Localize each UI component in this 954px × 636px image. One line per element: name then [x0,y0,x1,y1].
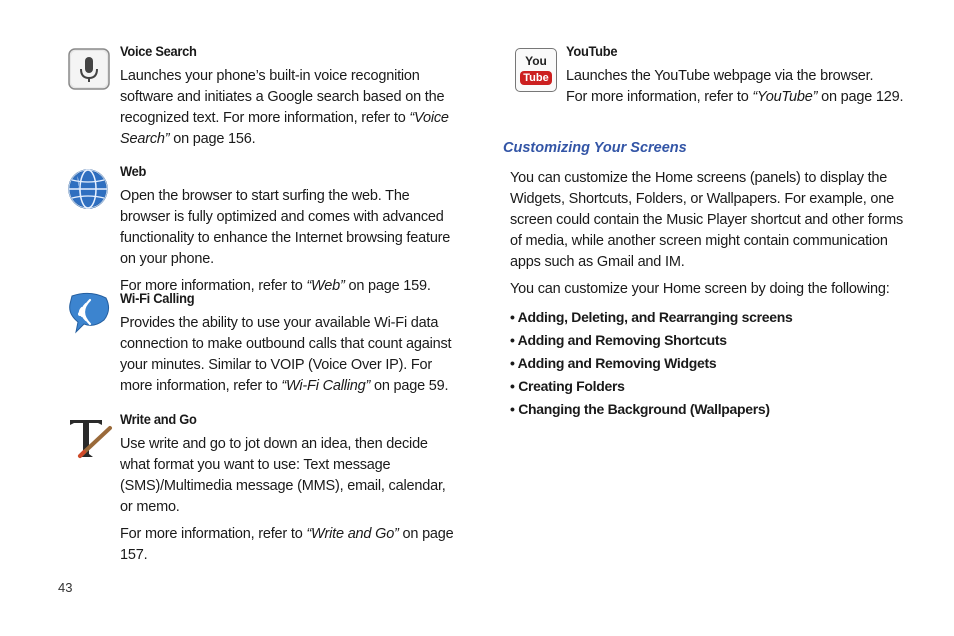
pen-letter-t-icon [68,414,114,465]
section-heading: Customizing Your Screens [503,140,687,156]
web-title: Web [120,163,147,179]
bullet-item-background: • Changing the Background (Wallpapers) [510,401,770,417]
wifi-calling-entry [120,289,460,397]
web-more-2: on page 159. [344,278,431,294]
write-and-go-description: Use write and go to jot down an idea, then decide what format you want to use: Text message (SMS)/Multimedia message (MMS), email, calendar, or memo. [120,436,446,515]
write-and-go-more-info [120,524,460,566]
write-and-go-link[interactable]: “Write and Go” [306,526,399,542]
write-and-go-more-1: For more information, refer to [120,526,307,542]
youtube-more-info [566,87,926,108]
voice-search-entry [120,42,460,150]
microphone-icon [68,48,110,95]
wifi-calling-link[interactable]: “Wi-Fi Calling” [281,378,371,394]
voice-search-link[interactable]: “Voice Search” [120,110,449,147]
customizing-intro: You can customize the Home screens (panels) to display the Widgets, Shortcuts, Folders, or Wallpapers. For example, one screen could contain the Music Player shortcut and other forms of media, while another screen might contain communication apps such as Gmail and IM. [510,170,903,270]
bullet-item-shortcuts: • Adding and Removing Shortcuts [510,332,727,348]
youtube-more-2: on page 129. [817,89,904,105]
bullet-item-widgets: • Adding and Removing Widgets [510,355,717,371]
web-link[interactable]: “Web” [306,278,345,294]
customizing-bullet-list [510,306,915,421]
voice-search-title: Voice Search [120,43,197,59]
youtube-icon-you: You [525,54,547,68]
youtube-link[interactable]: “YouTube” [752,89,818,105]
wifi-calling-icon [66,292,112,339]
page-number: 43 [58,580,73,595]
bullet-item-screens: • Adding, Deleting, and Rearranging screens [510,309,793,325]
voice-search-desc-2: on page 156. [169,131,256,147]
web-description: Open the browser to start surfing the web. The browser is fully optimized and comes with advanced functionality to enhance the Internet browsing feature on your phone. [120,188,451,267]
voice-search-description [120,66,460,150]
wifi-calling-desc-2: on page 59. [370,378,449,394]
customizing-lead: You can customize your Home screen by doing the following: [510,281,890,297]
write-and-go-title: Write and Go [120,411,197,427]
voice-search-desc-1: Launches your phone’s built-in voice recognition software and initiates a Google search based on the recognized text. For more information, refer to [120,68,445,126]
web-entry [120,162,460,297]
youtube-description: Launches the YouTube webpage via the browser. [566,68,874,84]
youtube-icon-tube: Tube [520,71,551,85]
wifi-calling-title: Wi-Fi Calling [120,290,195,306]
bullet-item-folders: • Creating Folders [510,378,625,394]
youtube-entry [566,42,926,108]
wifi-calling-desc-1: Provides the ability to use your available Wi-Fi data connection to make outbound calls that count against your minutes. Similar to VOIP (Voice Over IP). For more information, refer to [120,315,452,394]
wifi-calling-description [120,313,460,397]
customizing-section [510,168,915,421]
youtube-more-1: For more information, refer to [566,89,753,105]
youtube-icon [515,48,557,92]
globe-icon [67,168,109,215]
write-and-go-more-2: on page 157. [120,526,454,563]
web-more-1: For more information, refer to [120,278,307,294]
youtube-title: YouTube [566,43,618,59]
write-and-go-entry [120,410,460,566]
